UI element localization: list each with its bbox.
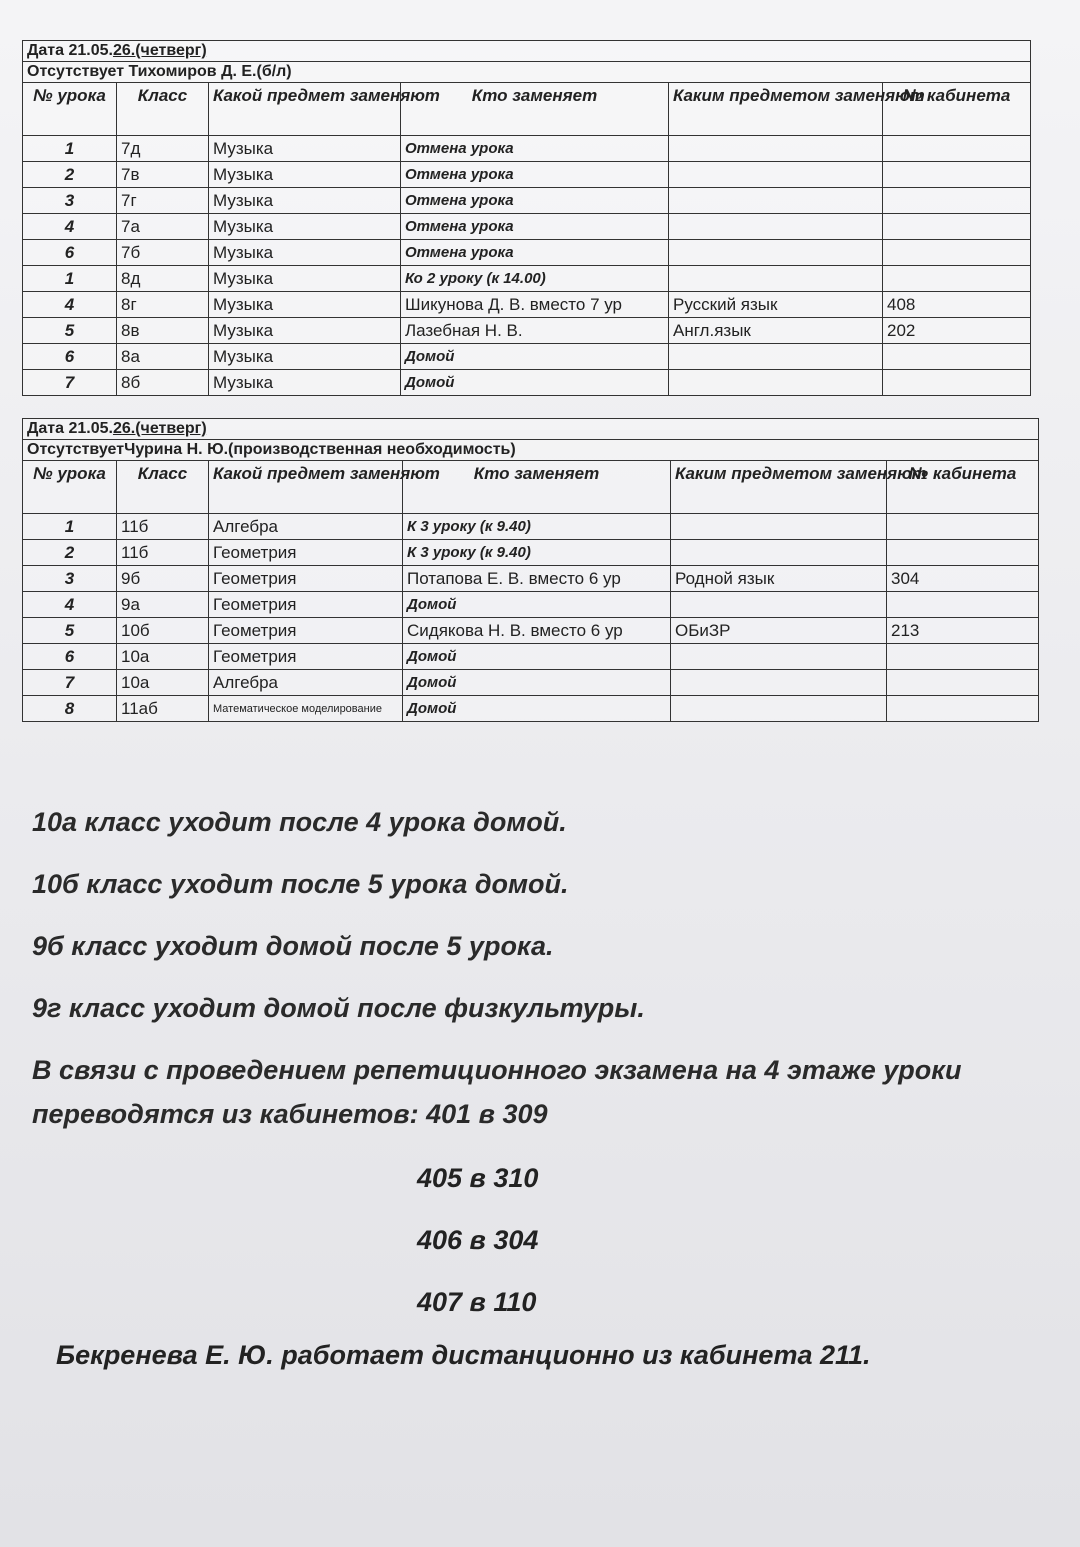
subject-cell: Математическое моделирование: [209, 696, 403, 722]
table-row: [23, 514, 1039, 540]
room-cell: [883, 136, 1031, 162]
substitute-cell: Ко 2 уроку (к 14.00): [401, 266, 669, 292]
table-header: № урока Класс Какой предмет заменяют Кто заменяет Каким предметом заменяют № кабинета: [23, 461, 1039, 514]
replacement-subject-cell: Русский язык: [669, 292, 883, 318]
class-cell: 7в: [117, 162, 209, 188]
lesson-number-cell: 6: [23, 344, 117, 370]
lesson-number-cell: 1: [23, 514, 117, 540]
class-cell: 9а: [117, 592, 209, 618]
class-cell: 8д: [117, 266, 209, 292]
table-row: [23, 566, 1039, 592]
room-cell: 202: [883, 318, 1031, 344]
lesson-number-cell: 5: [23, 618, 117, 644]
room-cell: [883, 344, 1031, 370]
subject-cell: Геометрия: [209, 644, 403, 670]
table-row: [23, 344, 1031, 370]
table-row: [23, 292, 1031, 318]
replacement-subject-cell: [669, 136, 883, 162]
table-row: [23, 188, 1031, 214]
subject-cell: Музыка: [209, 240, 401, 266]
substitute-cell: Домой: [401, 344, 669, 370]
table-row: [23, 214, 1031, 240]
substitution-table-2: [22, 418, 1039, 722]
replacement-subject-cell: [669, 344, 883, 370]
replacement-subject-cell: Родной язык: [671, 566, 887, 592]
replacement-subject-cell: Англ.язык: [669, 318, 883, 344]
substitute-cell: Потапова Е. В. вместо 6 ур: [403, 566, 671, 592]
subject-cell: Геометрия: [209, 592, 403, 618]
note: 10а класс уходит после 4 урока домой.: [32, 807, 567, 837]
table-row: [23, 644, 1039, 670]
class-cell: 8в: [117, 318, 209, 344]
replacement-subject-cell: [671, 540, 887, 566]
table-header: № урока Класс Какой предмет заменяют Кто заменяет Каким предметом заменяют № кабинета: [23, 83, 1031, 136]
room-transfer: 405 в 310: [417, 1163, 539, 1193]
table-row: [23, 670, 1039, 696]
subject-cell: Геометрия: [209, 618, 403, 644]
lesson-number-cell: 2: [23, 162, 117, 188]
absent-row: Отсутствует Тихомиров Д. Е.(б/л): [23, 62, 1031, 83]
class-cell: 10б: [117, 618, 209, 644]
note: переводятся из кабинетов: 401 в 309: [32, 1099, 548, 1129]
lesson-number-cell: 4: [23, 214, 117, 240]
room-cell: [887, 540, 1039, 566]
substitute-cell: Отмена урока: [401, 162, 669, 188]
subject-cell: Алгебра: [209, 670, 403, 696]
replacement-subject-cell: [671, 644, 887, 670]
class-cell: 10а: [117, 644, 209, 670]
lesson-number-cell: 2: [23, 540, 117, 566]
class-cell: 7д: [117, 136, 209, 162]
lesson-number-cell: 1: [23, 136, 117, 162]
replacement-subject-cell: [669, 370, 883, 396]
replacement-subject-cell: [669, 240, 883, 266]
absent-row: ОтсутствуетЧурина Н. Ю.(производственная необходимость): [23, 440, 1039, 461]
room-cell: [887, 696, 1039, 722]
subject-cell: Геометрия: [209, 540, 403, 566]
replacement-subject-cell: [669, 266, 883, 292]
room-cell: [883, 214, 1031, 240]
table-row: [23, 696, 1039, 722]
room-cell: [887, 644, 1039, 670]
substitute-cell: Отмена урока: [401, 240, 669, 266]
room-cell: [883, 188, 1031, 214]
lesson-number-cell: 6: [23, 240, 117, 266]
room-cell: [883, 266, 1031, 292]
substitute-cell: Домой: [403, 670, 671, 696]
replacement-subject-cell: [671, 592, 887, 618]
note: В связи с проведением репетиционного экзамена на 4 этаже уроки: [32, 1055, 962, 1085]
substitute-cell: К 3 уроку (к 9.40): [403, 514, 671, 540]
subject-cell: Геометрия: [209, 566, 403, 592]
substitution-table-1: [22, 40, 1031, 396]
lesson-number-cell: 5: [23, 318, 117, 344]
subject-cell: Музыка: [209, 266, 401, 292]
room-cell: [887, 592, 1039, 618]
date-row: Дата 21.05.26.(четверг): [23, 419, 1039, 440]
table-row: [23, 370, 1031, 396]
lesson-number-cell: 3: [23, 188, 117, 214]
substitute-cell: Отмена урока: [401, 136, 669, 162]
room-cell: [883, 240, 1031, 266]
table-row: [23, 540, 1039, 566]
subject-cell: Музыка: [209, 136, 401, 162]
class-cell: 11б: [117, 514, 209, 540]
note: 9б класс уходит домой после 5 урока.: [32, 931, 554, 961]
room-cell: [887, 670, 1039, 696]
subject-cell: Музыка: [209, 162, 401, 188]
substitute-cell: Отмена урока: [401, 214, 669, 240]
class-cell: 11аб: [117, 696, 209, 722]
subject-cell: Музыка: [209, 292, 401, 318]
subject-cell: Музыка: [209, 370, 401, 396]
lesson-number-cell: 1: [23, 266, 117, 292]
substitute-cell: К 3 уроку (к 9.40): [403, 540, 671, 566]
lesson-number-cell: 6: [23, 644, 117, 670]
class-cell: 11б: [117, 540, 209, 566]
class-cell: 8г: [117, 292, 209, 318]
lesson-number-cell: 4: [23, 292, 117, 318]
replacement-subject-cell: [671, 514, 887, 540]
lesson-number-cell: 8: [23, 696, 117, 722]
subject-cell: Музыка: [209, 188, 401, 214]
subject-cell: Музыка: [209, 318, 401, 344]
lesson-number-cell: 7: [23, 370, 117, 396]
note: 9г класс уходит домой после физкультуры.: [32, 993, 645, 1023]
substitute-cell: Домой: [401, 370, 669, 396]
substitute-cell: Сидякова Н. В. вместо 6 ур: [403, 618, 671, 644]
replacement-subject-cell: [671, 696, 887, 722]
replacement-subject-cell: ОБиЗР: [671, 618, 887, 644]
table-row: [23, 618, 1039, 644]
class-cell: 7г: [117, 188, 209, 214]
lesson-number-cell: 3: [23, 566, 117, 592]
class-cell: 7а: [117, 214, 209, 240]
room-transfer: 407 в 110: [417, 1287, 537, 1317]
table-row: [23, 266, 1031, 292]
substitute-cell: Лазебная Н. В.: [401, 318, 669, 344]
class-cell: 8б: [117, 370, 209, 396]
substitute-cell: Домой: [403, 644, 671, 670]
subject-cell: Музыка: [209, 344, 401, 370]
subject-cell: Алгебра: [209, 514, 403, 540]
room-cell: [883, 370, 1031, 396]
room-transfer: 406 в 304: [417, 1225, 539, 1255]
class-cell: 9б: [117, 566, 209, 592]
lesson-number-cell: 7: [23, 670, 117, 696]
substitute-cell: Отмена урока: [401, 188, 669, 214]
room-cell: [887, 514, 1039, 540]
subject-cell: Музыка: [209, 214, 401, 240]
table-row: [23, 592, 1039, 618]
substitute-cell: Домой: [403, 696, 671, 722]
substitute-cell: Домой: [403, 592, 671, 618]
table-row: [23, 162, 1031, 188]
replacement-subject-cell: [669, 162, 883, 188]
substitute-cell: Шикунова Д. В. вместо 7 ур: [401, 292, 669, 318]
replacement-subject-cell: [671, 670, 887, 696]
date-row: Дата 21.05.26.(четверг): [23, 41, 1031, 62]
table-row: [23, 318, 1031, 344]
final-note: Бекренева Е. Ю. работает дистанционно из кабинета 211.: [56, 1340, 871, 1370]
table-row: [23, 240, 1031, 266]
room-transfers: [417, 1158, 538, 1344]
room-cell: 304: [887, 566, 1039, 592]
table-row: [23, 136, 1031, 162]
class-cell: 8а: [117, 344, 209, 370]
notes: [32, 800, 1032, 1154]
room-cell: 213: [887, 618, 1039, 644]
class-cell: 7б: [117, 240, 209, 266]
lesson-number-cell: 4: [23, 592, 117, 618]
note: 10б класс уходит после 5 урока домой.: [32, 869, 569, 899]
replacement-subject-cell: [669, 214, 883, 240]
replacement-subject-cell: [669, 188, 883, 214]
room-cell: [883, 162, 1031, 188]
room-cell: 408: [883, 292, 1031, 318]
class-cell: 10а: [117, 670, 209, 696]
